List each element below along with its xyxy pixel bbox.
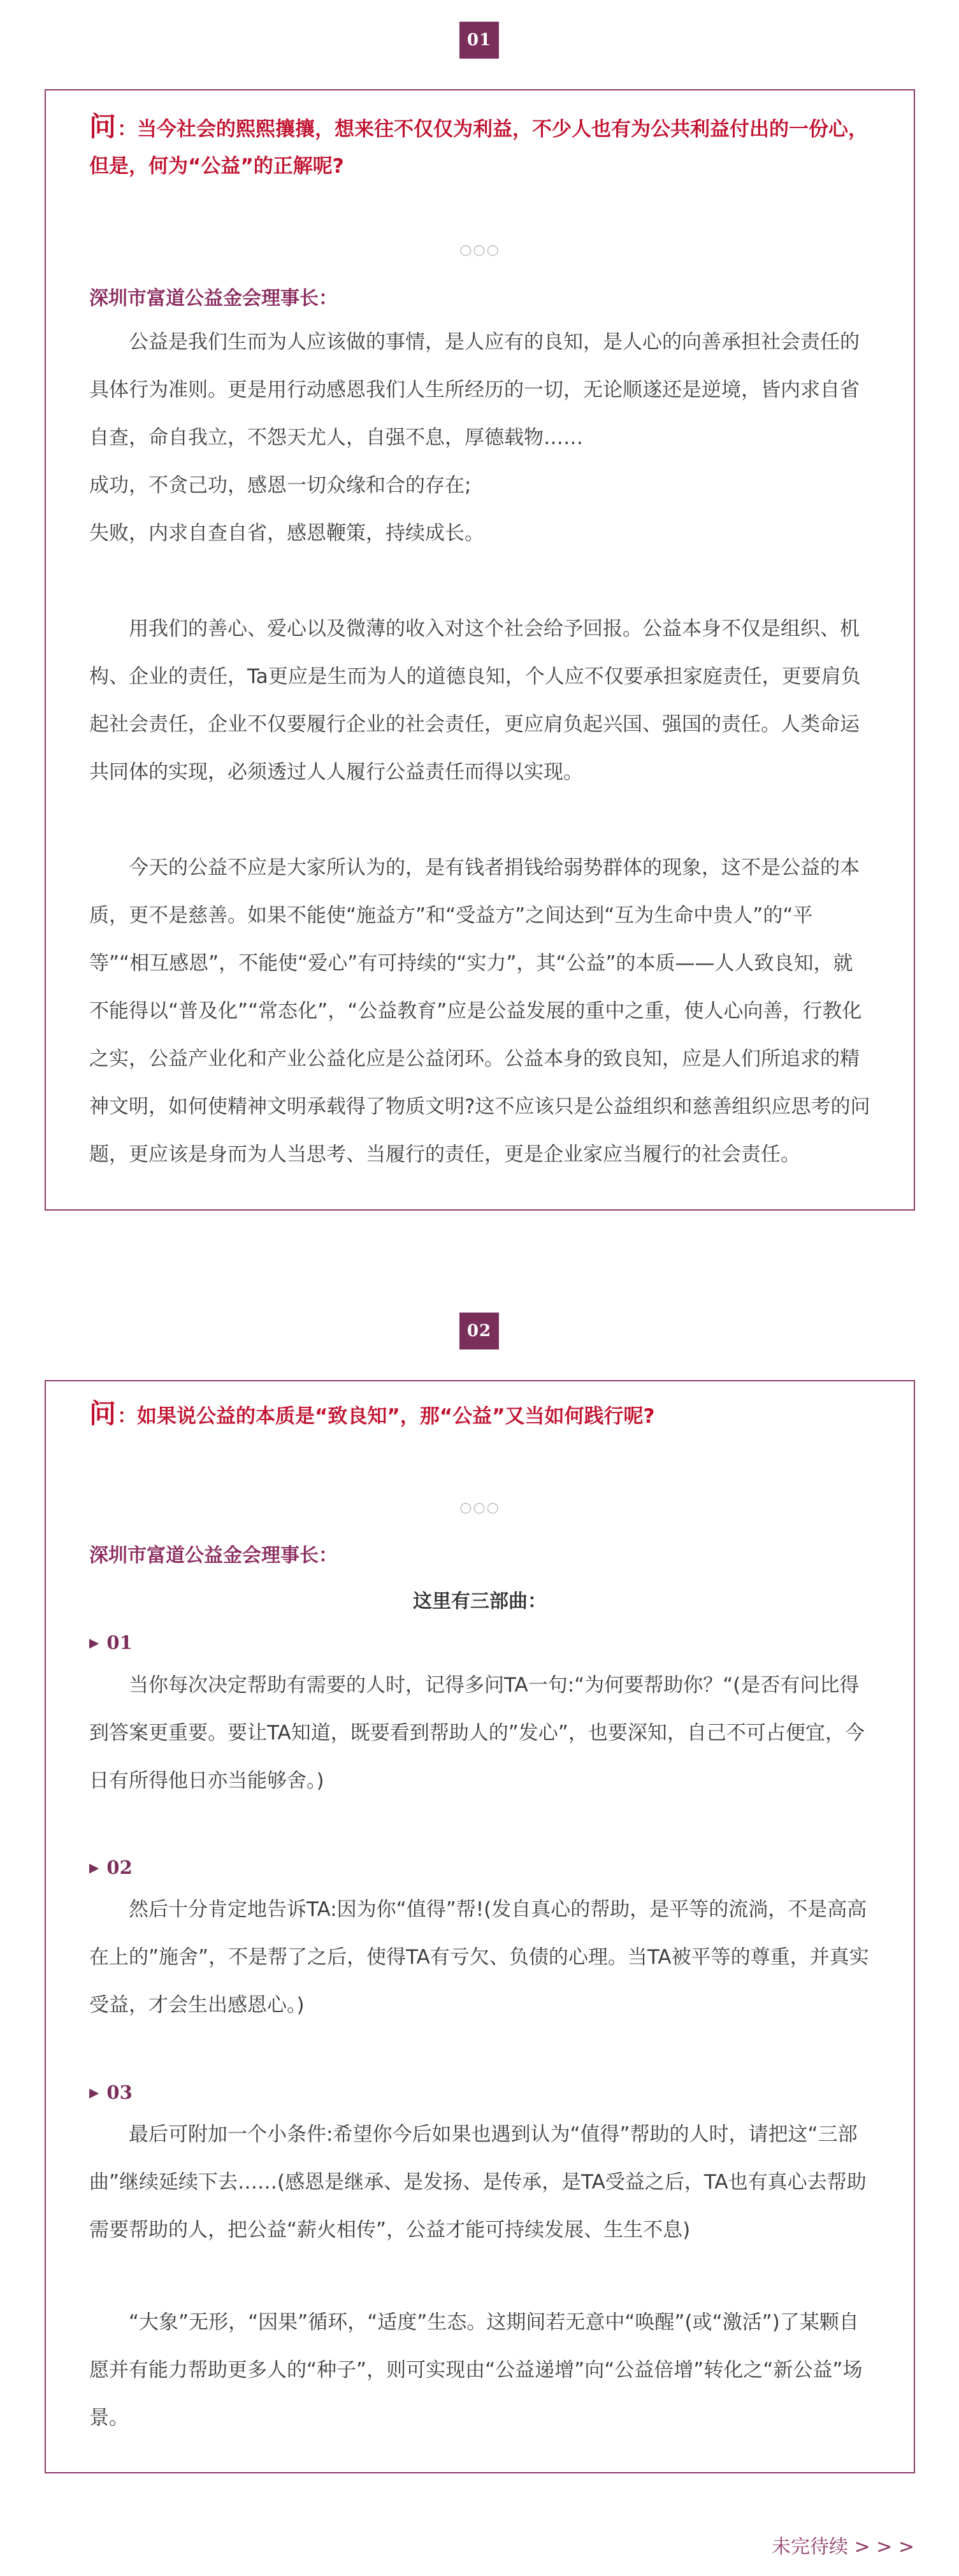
question-mark: 问 — [89, 111, 117, 142]
qa-card — [45, 1380, 915, 2473]
answer-paragraph: 公益是我们生而为人应该做的事情，是人应有的良知，是人心的向善承担社会责任的具体行为准则。更是用行动感恩我们人生所经历的一切，无论顺遂还是逆境，皆内求自省自查，命自我立，不怨天尤人，自强不息，厚德载物…… — [89, 331, 860, 449]
qa-card — [45, 89, 915, 1211]
subtitle: 这里有三部曲： — [413, 1590, 547, 1613]
divider-dots: ○○○ — [459, 1500, 500, 1516]
answer-block — [89, 605, 870, 796]
triangle-icon: ▶ — [89, 2085, 99, 2100]
section-number-badge: 02 — [459, 1313, 499, 1349]
step-heading: ▶ 03 — [89, 2082, 133, 2103]
closing-paragraph: “大象”无形，“因果”循环，“适度”生态。这期间若无意中“唤醒”(或“激活”)了某颗自愿并有能力帮助更多人的“种子”，则可实现由“公益递增”向“公益倍增”转化之“新公益”场景。 — [89, 2311, 863, 2429]
divider-dots: ○○○ — [459, 242, 500, 258]
question-text: ：如果说公益的本质是“致良知”，那“公益”又当如何践行呢? — [117, 1405, 655, 1428]
step-text: 然后十分肯定地告诉TA:因为你“值得”帮!(发自真心的帮助，是平等的流淌，不是高高在上的”施舍”，不是帮了之后，使得TA有亏欠、负债的心理。当TA被平等的尊重，并真实受益，才会生出感恩心。) — [89, 1898, 869, 2017]
triangle-icon: ▶ — [89, 1635, 99, 1650]
step-heading: ▶ 02 — [89, 1857, 133, 1878]
question-mark: 问 — [89, 1398, 117, 1429]
step-heading: ▶ 01 — [89, 1632, 133, 1653]
question — [89, 1395, 876, 1435]
answer-paragraph: 用我们的善心、爱心以及微薄的收入对这个社会给予回报。公益本身不仅是组织、机构、企业的责任，Ta更应是生而为人的道德良知，个人应不仅要承担家庭责任，更要肩负起社会责任，企业不仅要履行企业的社会责任，更应肩负起兴国、强国的责任。人类命运共同体的实现，必须透过人人履行公益责任而得以实现。 — [89, 617, 861, 784]
answer-line: 失败，内求自查自省，感恩鞭策，持续成长。 — [89, 522, 484, 545]
triangle-icon: ▶ — [89, 1860, 99, 1875]
answer-block — [89, 844, 870, 1179]
answer-paragraph: 今天的公益不应是大家所认为的，是有钱者捐钱给弱势群体的现象，这不是公益的本质，更不是慈善。如果不能使“施益方”和“受益方”之间达到“互为生命中贵人”的“平等”“相互感恩”，不能使“爱心”有可持续的“实力”，其“公益”的本质——人人致良知，就不能得以“普及化”“常态化”，“公益教育”应是公益发展的重中之重，使人心向善，行教化之实，公益产业化和产业公益化应是公益闭环。公益本身的致良知，应是人们所追求的精神文明，如何使精神文明承载得了物质文明?这不应该只是公益组织和慈善组织应思考的问题，更应该是身而为人当思考、当履行的责任，更是企业家应当履行的社会责任。 — [89, 856, 870, 1166]
question-text: ：当今社会的熙熙攘攘，想来往不仅仅为利益，不少人也有为公共利益付出的一份心，但是，何为“公益”的正解呢? — [89, 118, 869, 178]
step-text: 当你每次决定帮助有需要的人时，记得多问TA一句:“为何要帮助你？“(是否有问比得到答案更重要。要让TA知道，既要看到帮助人的”发心”，也要深知，自己不可占便宜，今日有所得他日亦当能够舍。) — [89, 1674, 865, 1792]
continue-link[interactable]: 未完待续 > > > — [771, 2536, 914, 2558]
step-text: 最后可附加一个小条件:希望你今后如果也遇到认为“值得”帮助的人时，请把这“三部曲”继续延续下去……(感恩是继承、是发扬、是传承，是TA受益之后，TA也有真心去帮助需要帮助的人，把公益“薪火相传”，公益才能可持续发展、生生不息) — [89, 2123, 867, 2241]
question — [89, 108, 876, 185]
speaker-label: 深圳市富道公益金会理事长： — [89, 287, 338, 310]
answer-line: 成功，不贪己功，感恩一切众缘和合的存在; — [89, 474, 472, 497]
section-number-badge: 01 — [459, 22, 499, 59]
answer-block — [89, 319, 870, 558]
speaker-label: 深圳市富道公益金会理事长： — [89, 1544, 338, 1567]
